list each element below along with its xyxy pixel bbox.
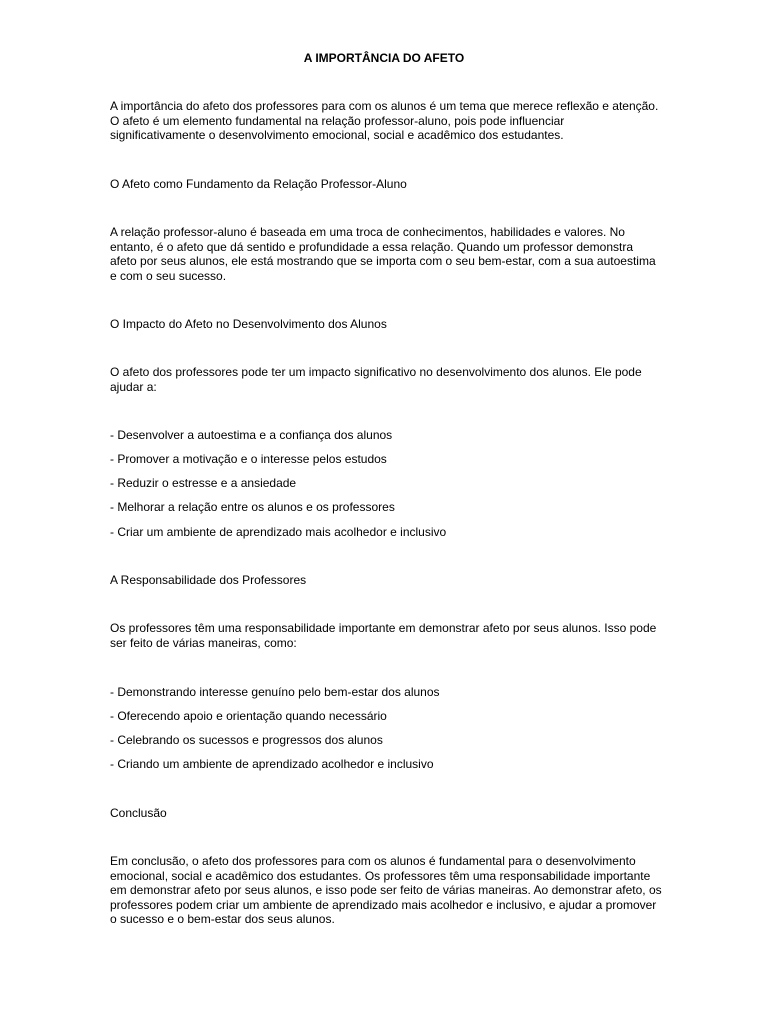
section-heading-impacto: O Impacto do Afeto no Desenvolvimento dos Alunos	[110, 317, 387, 331]
list-item: - Reduzir o estresse e a ansiedade	[110, 476, 297, 490]
intro-paragraph: A importância do afeto dos professores para com os alunos é um tema que merece reflexão e atenção. O afeto é um elemento fundamental na relação professor-aluno, pois pode influenciar significativamente o desenvolvimento emocional, social e acadêmico dos estudantes.	[110, 99, 659, 143]
document-title: A IMPORTÂNCIA DO AFETO	[303, 51, 465, 65]
list-item: - Melhorar a relação entre os alunos e os professores	[110, 500, 395, 514]
list-item: - Criando um ambiente de aprendizado acolhedor e inclusivo	[110, 757, 434, 771]
section-paragraph-impacto: O afeto dos professores pode ter um impacto significativo no desenvolvimento dos alunos. Ele pode ajudar a:	[110, 365, 642, 394]
list-item: - Oferecendo apoio e orientação quando necessário	[110, 709, 387, 723]
list-item: - Desenvolver a autoestima e a confiança dos alunos	[110, 428, 393, 442]
section-paragraph-responsabilidade: Os professores têm uma responsabilidade importante em demonstrar afeto por seus alunos. Isso pode ser feito de várias maneiras, como:	[110, 621, 657, 650]
list-item: - Promover a motivação e o interesse pelos estudos	[110, 452, 387, 466]
section-heading-conclusao: Conclusão	[110, 806, 167, 820]
section-paragraph-fundamento: A relação professor-aluno é baseada em uma troca de conhecimentos, habilidades e valores. No entanto, é o afeto que dá sentido e profundidade a essa relação. Quando um professor demonstra afeto por seus alunos, ele está mostrando que se importa com o seu bem-estar, com a sua autoestima e com o seu sucesso.	[110, 225, 656, 283]
section-paragraph-conclusao: Em conclusão, o afeto dos professores para com os alunos é fundamental para o desenvolvimento emocional, social e acadêmico dos estudantes. Os professores têm uma responsabilidade importante em demonstrar afeto por seus alunos, e isso pode ser feito de várias maneiras. Ao demonstrar afeto, os professores podem criar um ambiente de aprendizado mais acolhedor e inclusivo, e ajudar a promover o sucesso e o bem-estar dos seus alunos.	[110, 854, 662, 927]
list-item: - Demonstrando interesse genuíno pelo bem-estar dos alunos	[110, 685, 440, 699]
section-heading-fundamento: O Afeto como Fundamento da Relação Professor-Aluno	[110, 177, 407, 191]
list-item: - Celebrando os sucessos e progressos dos alunos	[110, 733, 383, 747]
section-heading-responsabilidade: A Responsabilidade dos Professores	[110, 573, 307, 587]
list-item: - Criar um ambiente de aprendizado mais acolhedor e inclusivo	[110, 525, 447, 539]
